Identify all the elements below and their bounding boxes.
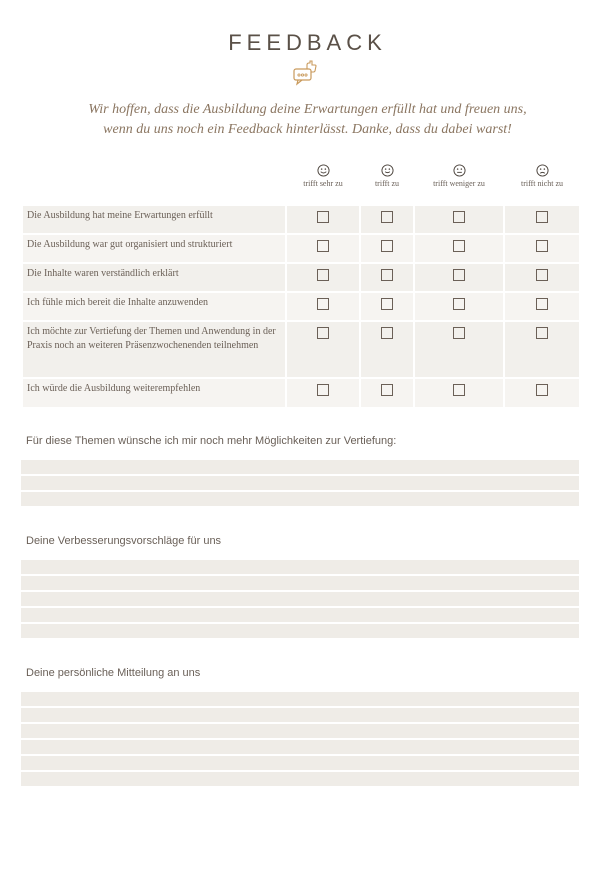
question-text: Die Inhalte waren verständlich erklärt bbox=[23, 264, 285, 291]
checkbox-trifft-nicht-zu[interactable] bbox=[536, 269, 548, 281]
checkbox-trifft-zu[interactable] bbox=[381, 327, 393, 339]
checkbox-trifft-weniger-zu[interactable] bbox=[453, 384, 465, 396]
checkbox-trifft-zu[interactable] bbox=[381, 269, 393, 281]
frown-icon bbox=[536, 164, 549, 177]
column-header-trifft-sehr-zu bbox=[287, 164, 359, 188]
question-text: Ich fühle mich bereit die Inhalte anzuwenden bbox=[23, 293, 285, 320]
improvements-line[interactable] bbox=[21, 592, 579, 606]
column-header-trifft-weniger-zu bbox=[415, 164, 503, 188]
improvements-label: Deine Verbesserungsvorschläge für uns bbox=[26, 535, 222, 547]
intro-line-2: wenn du uns noch ein Feedback hinterlässt. Danke, dass du dabei warst! bbox=[103, 122, 512, 137]
rating-table bbox=[21, 204, 581, 409]
intro-text bbox=[40, 100, 575, 140]
topics-lines bbox=[21, 460, 579, 508]
checkbox-trifft-nicht-zu[interactable] bbox=[536, 327, 548, 339]
column-header-trifft-nicht-zu bbox=[505, 164, 579, 188]
column-label: trifft sehr zu bbox=[303, 179, 343, 188]
column-label: trifft zu bbox=[374, 179, 400, 188]
table-row bbox=[23, 293, 579, 320]
question-text: Ich würde die Ausbildung weiterempfehlen bbox=[23, 379, 285, 407]
page-title: FEEDBACK bbox=[228, 30, 387, 55]
table-row bbox=[23, 379, 579, 407]
checkbox-trifft-weniger-zu[interactable] bbox=[453, 211, 465, 223]
message-line[interactable] bbox=[21, 772, 579, 786]
checkbox-trifft-sehr-zu[interactable] bbox=[317, 327, 329, 339]
improvements-line[interactable] bbox=[21, 624, 579, 638]
checkbox-trifft-sehr-zu[interactable] bbox=[317, 298, 329, 310]
table-row bbox=[23, 322, 579, 377]
checkbox-trifft-weniger-zu[interactable] bbox=[453, 327, 465, 339]
topics-line[interactable] bbox=[21, 476, 579, 490]
checkbox-trifft-weniger-zu[interactable] bbox=[453, 240, 465, 252]
message-lines bbox=[21, 692, 579, 788]
checkbox-trifft-zu[interactable] bbox=[381, 240, 393, 252]
checkbox-trifft-sehr-zu[interactable] bbox=[317, 240, 329, 252]
checkbox-trifft-zu[interactable] bbox=[381, 211, 393, 223]
topics-line[interactable] bbox=[21, 460, 579, 474]
message-label: Deine persönliche Mitteilung an uns bbox=[26, 667, 201, 679]
intro-line-1: Wir hoffen, dass die Ausbildung deine Erwartungen erfüllt hat und freuen uns, bbox=[88, 102, 527, 117]
column-label: trifft weniger zu bbox=[433, 179, 485, 188]
message-line[interactable] bbox=[21, 708, 579, 722]
table-row bbox=[23, 264, 579, 291]
checkbox-trifft-zu[interactable] bbox=[381, 298, 393, 310]
feedback-chat-icon bbox=[292, 60, 318, 86]
checkbox-trifft-weniger-zu[interactable] bbox=[453, 269, 465, 281]
message-line[interactable] bbox=[21, 740, 579, 754]
table-row bbox=[23, 206, 579, 233]
question-text: Die Ausbildung war gut organisiert und strukturiert bbox=[23, 235, 285, 262]
improvements-line[interactable] bbox=[21, 608, 579, 622]
checkbox-trifft-nicht-zu[interactable] bbox=[536, 298, 548, 310]
column-header-trifft-zu bbox=[361, 164, 413, 188]
checkbox-trifft-sehr-zu[interactable] bbox=[317, 269, 329, 281]
checkbox-trifft-nicht-zu[interactable] bbox=[536, 384, 548, 396]
improvements-lines bbox=[21, 560, 579, 640]
question-text: Ich möchte zur Vertiefung der Themen und Anwendung in der Praxis noch an weiteren Präsenzwochenenden teilnehmen bbox=[23, 322, 285, 377]
topics-label: Für diese Themen wünsche ich mir noch mehr Möglichkeiten zur Vertiefung: bbox=[26, 435, 397, 447]
message-line[interactable] bbox=[21, 692, 579, 706]
table-row bbox=[23, 235, 579, 262]
topics-line[interactable] bbox=[21, 492, 579, 506]
checkbox-trifft-nicht-zu[interactable] bbox=[536, 240, 548, 252]
smile-icon bbox=[381, 164, 394, 177]
column-label: trifft nicht zu bbox=[520, 179, 564, 188]
checkbox-trifft-sehr-zu[interactable] bbox=[317, 211, 329, 223]
checkbox-trifft-nicht-zu[interactable] bbox=[536, 211, 548, 223]
neutral-face-icon bbox=[453, 164, 466, 177]
checkbox-trifft-zu[interactable] bbox=[381, 384, 393, 396]
checkbox-trifft-sehr-zu[interactable] bbox=[317, 384, 329, 396]
smile-icon bbox=[317, 164, 330, 177]
message-line[interactable] bbox=[21, 756, 579, 770]
improvements-line[interactable] bbox=[21, 576, 579, 590]
message-line[interactable] bbox=[21, 724, 579, 738]
improvements-line[interactable] bbox=[21, 560, 579, 574]
checkbox-trifft-weniger-zu[interactable] bbox=[453, 298, 465, 310]
question-text: Die Ausbildung hat meine Erwartungen erfüllt bbox=[23, 206, 285, 233]
